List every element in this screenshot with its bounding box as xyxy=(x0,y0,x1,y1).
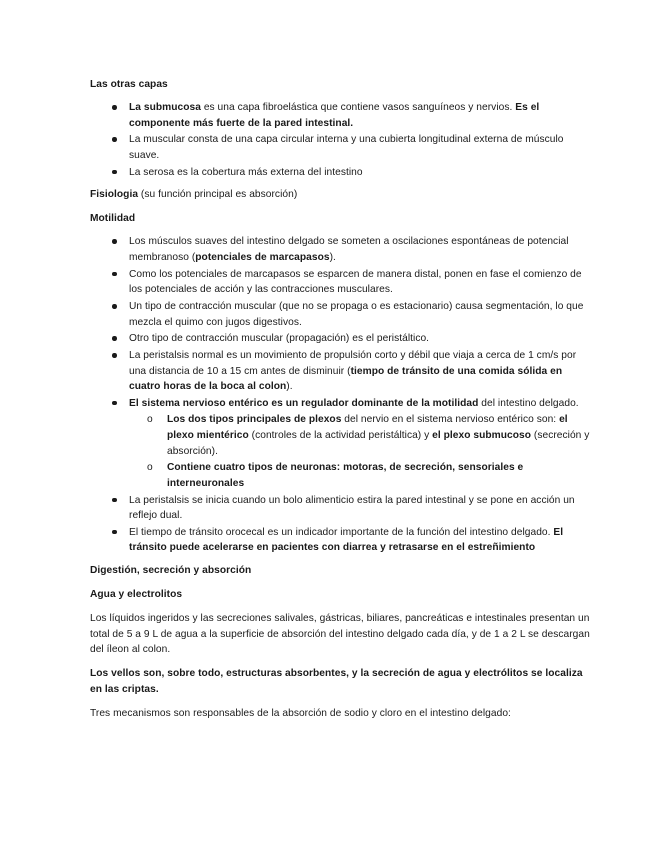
bullet-icon xyxy=(112,401,117,406)
bullet-icon xyxy=(112,498,117,503)
bullet-icon xyxy=(112,530,117,535)
heading-agua: Agua y electrolitos xyxy=(90,589,183,601)
sublist-plexos xyxy=(129,412,595,491)
bullet-icon xyxy=(112,137,117,142)
list-item: La peristalsis se inicia cuando un bolo alimenticio estira la pared intestinal y se pone en acción un reflejo dual. xyxy=(90,493,595,524)
bullet-icon xyxy=(112,336,117,341)
list-item: La serosa es la cobertura más externa del intestino xyxy=(90,165,595,181)
list-item: Los músculos suaves del intestino delgado se someten a oscilaciones espontáneas de potencial membranoso (potenciales de marcapasos). xyxy=(90,234,595,265)
list-item: Como los potenciales de marcapasos se esparcen de manera distal, ponen en fase el comienzo de los potenciales de acción y las contracciones musculares. xyxy=(90,267,595,298)
sublist-item: o Contiene cuatro tipos de neuronas: motoras, de secreción, sensoriales e interneuronales xyxy=(147,462,524,489)
list-item: Un tipo de contracción muscular (que no se propaga o es estacionario) causa segmentación, lo que mezcla el quimo con jugos digestivos. xyxy=(90,299,595,330)
bullet-icon xyxy=(112,239,117,244)
sublist-item: o Los dos tipos principales de plexos del nervio en el sistema nervioso entérico son: el plexo mientérico (controles de la actividad peristáltica) y el plexo submucoso (secreción y absorción). xyxy=(147,414,590,457)
circle-bullet-icon: o xyxy=(147,414,153,426)
list-item: El sistema nervioso entérico es un regulador dominante de la motilidad del intestino delgado. o Los dos tipos principales de plexos del nervio en el sistema nervioso entérico son: el plexo mientérico (controles de la actividad peristáltica) y el plexo submucoso (secreción y absorción). o Contiene cuatro tipos de neuronas: motoras, de secreción, sensoriales e interneuronales xyxy=(90,396,595,492)
circle-bullet-icon: o xyxy=(147,462,153,474)
list-motilidad xyxy=(90,234,595,556)
list-item: La peristalsis normal es un movimiento de propulsión corto y débil que viaja a cerca de 1 cm/s por una distancia de 10 a 15 cm antes de disminuir (tiempo de tránsito de una comida sólida en cuatro horas de la boca al colon). xyxy=(90,348,595,395)
paragraph-vellos: Los vellos son, sobre todo, estructuras absorbentes, y la secreción de agua y electrólitos se localiza en las criptas. xyxy=(90,668,583,696)
fisiologia-line: Fisiologia (su función principal es absorción) xyxy=(90,189,298,201)
list-item: El tiempo de tránsito orocecal es un indicador importante de la función del intestino delgado. El tránsito puede acelerarse en pacientes con diarrea y retrasarse en el estreñimiento xyxy=(90,525,595,556)
heading-motilidad: Motilidad xyxy=(90,213,136,225)
list-item: Otro tipo de contracción muscular (propagación) es el peristáltico. xyxy=(90,331,595,347)
list-otras-capas xyxy=(90,100,595,180)
bullet-icon xyxy=(112,170,117,175)
heading-otras-capas: Las otras capas xyxy=(90,79,168,90)
bullet-icon xyxy=(112,304,117,309)
paragraph-mecanismos: Tres mecanismos son responsables de la absorción de sodio y cloro en el intestino delgado: xyxy=(90,708,511,720)
bullet-icon xyxy=(112,105,117,110)
list-item: La submucosa es una capa fibroelástica que contiene vasos sanguíneos y nervios. Es el componente más fuerte de la pared intestinal. xyxy=(90,100,595,131)
heading-digestion: Digestión, secreción y absorción xyxy=(90,564,252,576)
bullet-icon xyxy=(112,272,117,277)
bullet-icon xyxy=(112,353,117,358)
paragraph-liquidos: Los líquidos ingeridos y las secreciones salivales, gástricas, biliares, pancreáticas e intestinales presentan un total de 5 a 9 L de agua a la superficie de absorción del intestino delgado cada día, y de 1 a 2 L se descargan del íleon al colon. xyxy=(90,613,590,656)
list-item: La muscular consta de una capa circular interna y una cubierta longitudinal externa de músculo suave. xyxy=(90,132,595,163)
